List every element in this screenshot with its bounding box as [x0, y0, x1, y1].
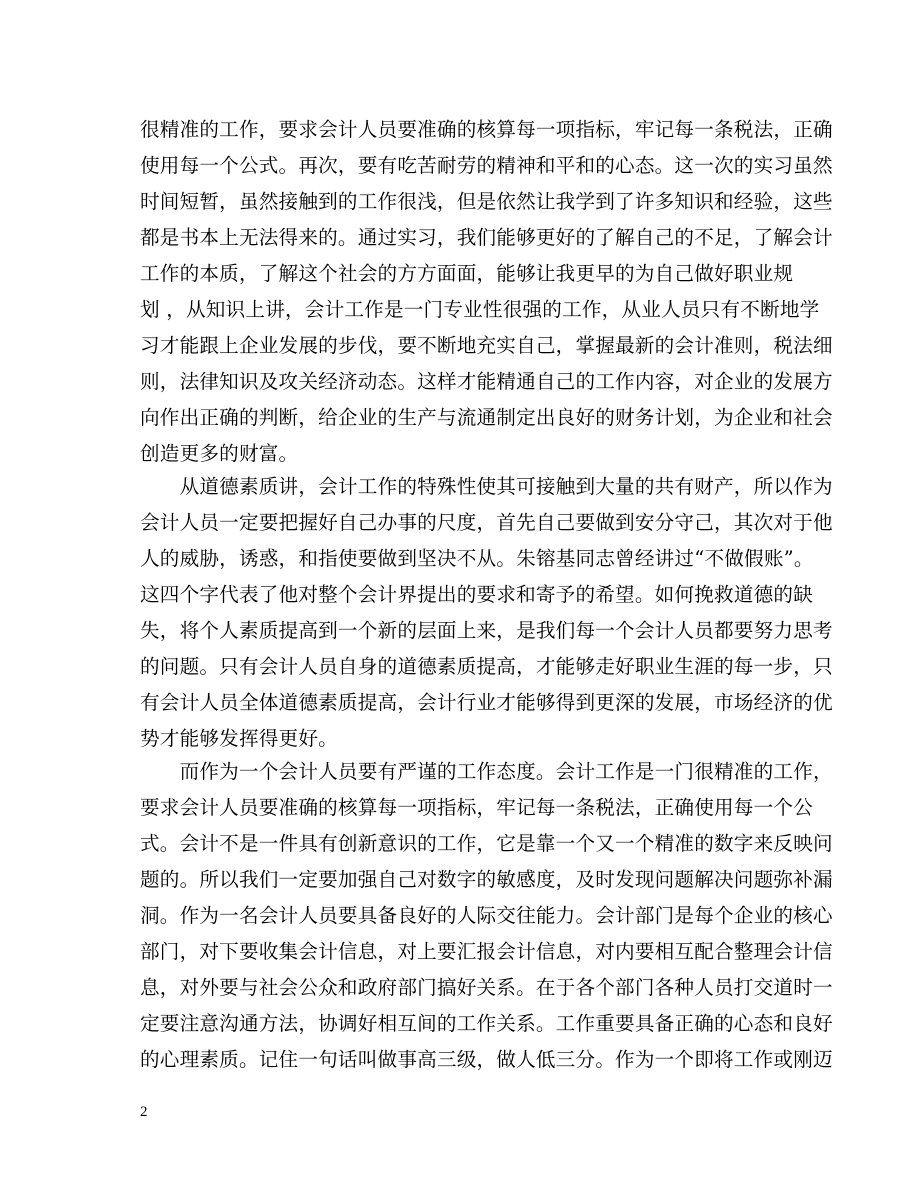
text-line: 工作的本质，了解这个社会的方方面面，能够让我更早的为自己做好职业规 [140, 262, 794, 285]
text-line: 的心理素质。记住一句话叫做事高三级，做人低三分。作为一个即将工作或刚迈 [140, 1048, 833, 1071]
text-line: 要求会计人员要准确的核算每一项指标，牢记每一条税法，正确使用每一个公 [140, 796, 813, 819]
text-line: 人的威胁，诱惑，和指使要做到坚决不从。朱镕基同志曾经讲过“不做假账”。 [140, 547, 814, 570]
text-line: 从道德素质讲，会计工作的特殊性使其可接触到大量的共有财产，所以作为 [140, 475, 833, 498]
text-line: 使用每一个公式。再次，要有吃苦耐劳的精神和平和的心态。这一次的实习虽然 [140, 154, 833, 177]
text-line: 失，将个人素质提高到一个新的层面上来，是我们每一个会计人员都要努力思考 [140, 619, 833, 642]
text-line: 部门，对下要收集会计信息，对上要汇报会计信息，对内要相互配合整理会计信 [140, 940, 833, 963]
page-number: 2 [140, 1104, 148, 1120]
text-line: 划 ，从知识上讲，会计工作是一门专业性很强的工作，从业人员只有不断地学 [140, 298, 820, 321]
text-line: 习才能跟上企业发展的步伐，要不断地充实自己，掌握最新的会计准则，税法细 [140, 334, 833, 357]
text-line: 都是书本上无法得来的。通过实习，我们能够更好的了解自己的不足，了解会计 [140, 226, 833, 249]
text-line: 题的。所以我们一定要加强自己对数字的敏感度，及时发现问题解决问题弥补漏 [140, 868, 833, 891]
text-line: 向作出正确的判断，给企业的生产与流通制定出良好的财务计划，为企业和社会 [140, 406, 833, 429]
text-line: 息，对外要与社会公众和政府部门搞好关系。在于各个部门各种人员打交道时一 [140, 976, 833, 999]
text-line: 洞。作为一名会计人员要具备良好的人际交往能力。会计部门是每个企业的核心 [140, 904, 833, 927]
text-line: 则，法律知识及攻关经济动态。这样才能精通自己的工作内容，对企业的发展方 [140, 370, 833, 393]
text-line: 而作为一个会计人员要有严谨的工作态度。会计工作是一门很精准的工作， [140, 760, 833, 783]
text-line: 定要注意沟通方法，协调好相互间的工作关系。工作重要具备正确的心态和良好 [140, 1012, 833, 1035]
text-line: 这四个字代表了他对整个会计界提出的要求和寄予的希望。如何挽救道德的缺 [140, 583, 813, 606]
text-line: 时间短暂，虽然接触到的工作很浅，但是依然让我学到了许多知识和经验，这些 [140, 190, 833, 213]
text-line: 的问题。只有会计人员自身的道德素质提高，才能够走好职业生涯的每一步，只 [140, 655, 833, 678]
text-line: 势才能够发挥得更好。 [140, 727, 338, 750]
text-line: 式。会计不是一件具有创新意识的工作，它是靠一个又一个精准的数字来反映问 [140, 832, 833, 855]
text-line: 创造更多的财富。 [140, 442, 299, 465]
text-line: 很精准的工作，要求会计人员要准确的核算每一项指标，牢记每一条税法，正确 [140, 118, 833, 141]
text-line: 会计人员一定要把握好自己办事的尺度，首先自己要做到安分守己，其次对于他 [140, 511, 833, 534]
text-line: 有会计人员全体道德素质提高，会计行业才能够得到更深的发展，市场经济的优 [140, 691, 833, 714]
